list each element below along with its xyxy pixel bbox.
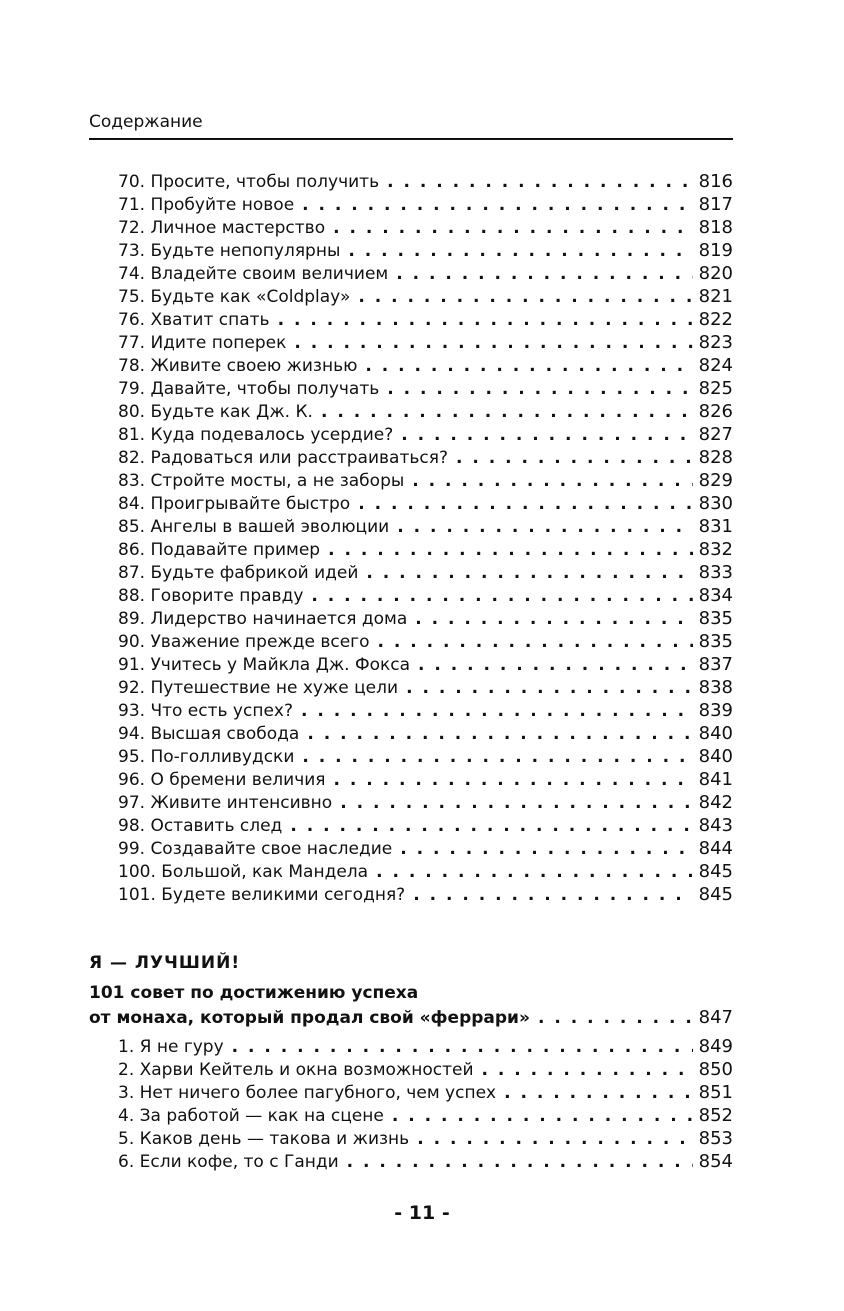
toc-entry-page: 849 [698, 1036, 733, 1057]
toc-entry [118, 538, 733, 561]
dot-leader [378, 631, 693, 653]
toc-entry-page: 838 [698, 677, 733, 698]
toc-entry-page: 827 [698, 424, 733, 445]
toc-entry [118, 630, 733, 653]
toc-entry-page: 835 [698, 631, 733, 652]
toc-entry [118, 1058, 733, 1081]
toc-entry-page: 837 [698, 654, 733, 675]
toc-entry-title: 86. Подавайте пример [118, 540, 321, 560]
dot-leader [301, 700, 693, 722]
toc-entry [118, 1150, 733, 1173]
toc-entry-title: 2. Харви Кейтель и окна возможностей [118, 1060, 474, 1080]
toc-entry [118, 262, 733, 285]
toc-entry-title: 101. Будете великими сегодня? [118, 885, 406, 905]
toc-entry [118, 837, 733, 860]
header-rule [89, 138, 733, 140]
toc-entry-title: 70. Просите, чтобы получить [118, 172, 380, 192]
toc-entry-title: 72. Личное мастерство [118, 218, 326, 238]
toc-entry-page: 840 [698, 746, 733, 767]
toc-entry-title: 97. Живите интенсивно [118, 793, 333, 813]
toc-entry-title: 83. Стройте мосты, а не заборы [118, 471, 405, 491]
dot-leader [413, 884, 692, 906]
dot-leader [307, 723, 692, 745]
running-header: Содержание [89, 112, 203, 132]
toc-entry-page: 853 [698, 1128, 733, 1149]
toc-entry [118, 331, 733, 354]
toc-entry [118, 423, 733, 446]
toc-entry [118, 1035, 733, 1058]
toc-entry-title: 89. Лидерство начинается дома [118, 609, 408, 629]
toc-entry [118, 791, 733, 814]
dot-leader [412, 470, 692, 492]
toc-entry-page: 819 [698, 240, 733, 261]
toc-entry-title: 71. Пробуйте новое [118, 195, 295, 215]
toc-entry-page: 817 [698, 194, 733, 215]
toc-entry [118, 699, 733, 722]
toc-entry [118, 768, 733, 791]
toc-entry [118, 400, 733, 423]
dot-leader [340, 792, 692, 814]
toc-entry-title: 81. Куда подевалось усердие? [118, 425, 394, 445]
toc-entry-page: 852 [698, 1105, 733, 1126]
toc-entry-title: 80. Будьте как Дж. К. [118, 402, 313, 422]
dot-leader [387, 378, 692, 400]
toc-entry [89, 1006, 733, 1029]
toc-entry-title: 5. Каков день — такова и жизнь [118, 1129, 410, 1149]
toc-entry-page: 825 [698, 378, 733, 399]
toc-entry-title: 73. Будьте непопулярны [118, 241, 341, 261]
toc-entry-page: 844 [698, 838, 733, 859]
section-main-entry [89, 1006, 733, 1029]
toc-entry-page: 847 [698, 1007, 733, 1028]
toc-entry-title: 98. Оставить след [118, 816, 283, 836]
dot-leader [387, 171, 693, 193]
section-toc-list [118, 1035, 733, 1173]
toc-entry-page: 850 [698, 1059, 733, 1080]
toc-entry [118, 676, 733, 699]
dot-leader [482, 1059, 693, 1081]
dot-leader [538, 1007, 693, 1029]
dot-leader [347, 1151, 693, 1173]
toc-entry-page: 826 [698, 401, 733, 422]
toc-entry-title: 95. По-голливудски [118, 747, 295, 767]
dot-leader [417, 1128, 692, 1150]
toc-entry [118, 308, 733, 331]
toc-entry-title: 4. За работой — как на сцене [118, 1106, 384, 1126]
dot-leader [232, 1036, 693, 1058]
toc-entry-page: 842 [698, 792, 733, 813]
toc-entry-page: 818 [698, 217, 733, 238]
dot-leader [333, 217, 693, 239]
toc-entry-title: 78. Живите своею жизнью [118, 356, 358, 376]
toc-entry-title: 82. Радоваться или расстраиваться? [118, 448, 448, 468]
page-number: - 11 - [394, 1202, 450, 1224]
toc-entry-page: 845 [698, 861, 733, 882]
toc-entry-title: от монаха, который продал свой «феррари» [89, 1008, 530, 1028]
dot-leader [328, 539, 693, 561]
toc-entry [118, 607, 733, 630]
toc-entry-title: 85. Ангелы в вашей эволюции [118, 517, 390, 537]
toc-entry-page: 831 [698, 516, 733, 537]
toc-entry-page: 816 [698, 171, 733, 192]
toc-entry-page: 824 [698, 355, 733, 376]
section-subtitle: 101 совет по достижению успеха [89, 983, 419, 1003]
toc-entry [118, 170, 733, 193]
dot-leader [302, 194, 692, 216]
toc-entry-title: 87. Будьте фабрикой идей [118, 563, 359, 583]
dot-leader [392, 1105, 693, 1127]
dot-leader [321, 401, 693, 423]
toc-list [118, 170, 733, 906]
dot-leader [366, 562, 692, 584]
toc-entry-page: 820 [698, 263, 733, 284]
toc-entry-title: 74. Владейте своим величием [118, 264, 389, 284]
toc-entry-title: 92. Путешествие не хуже цели [118, 678, 399, 698]
toc-entry-title: 100. Большой, как Мандела [118, 862, 369, 882]
dot-leader [311, 585, 692, 607]
toc-entry-title: 6. Если кофе, то с Ганди [118, 1152, 339, 1172]
dot-leader [456, 447, 693, 469]
toc-entry-page: 821 [698, 286, 733, 307]
toc-entry [118, 1104, 733, 1127]
toc-entry [118, 377, 733, 400]
toc-entry-page: 832 [698, 539, 733, 560]
toc-entry-page: 822 [698, 309, 733, 330]
toc-entry-page: 843 [698, 815, 733, 836]
toc-entry [118, 722, 733, 745]
toc-entry-title: 3. Нет ничего более пагубного, чем успех [118, 1083, 497, 1103]
toc-entry-page: 841 [698, 769, 733, 790]
toc-entry-page: 851 [698, 1082, 733, 1103]
toc-entry-title: 91. Учитесь у Майкла Дж. Фокса [118, 655, 411, 675]
dot-leader [401, 424, 692, 446]
toc-entry [118, 1127, 733, 1150]
toc-entry [118, 860, 733, 883]
toc-entry-page: 834 [698, 585, 733, 606]
section-title: Я — ЛУЧШИЙ! [89, 953, 241, 973]
dot-leader [278, 309, 693, 331]
dot-leader [294, 332, 692, 354]
dot-leader [302, 746, 692, 768]
toc-entry-page: 845 [698, 884, 733, 905]
toc-entry [118, 1081, 733, 1104]
dot-leader [376, 861, 693, 883]
toc-entry-page: 835 [698, 608, 733, 629]
dot-leader [396, 263, 692, 285]
dot-leader [504, 1082, 693, 1104]
toc-entry [118, 653, 733, 676]
toc-entry [118, 814, 733, 837]
toc-entry-page: 854 [698, 1151, 733, 1172]
dot-leader [348, 240, 692, 262]
toc-entry [118, 446, 733, 469]
toc-entry-title: 75. Будьте как «Coldplay» [118, 287, 351, 307]
toc-entry [118, 883, 733, 906]
dot-leader [415, 608, 692, 630]
dot-leader [290, 815, 692, 837]
toc-entry-title: 84. Проигрывайте быстро [118, 494, 351, 514]
toc-entry-title: 76. Хватит спать [118, 310, 270, 330]
toc-entry-page: 829 [698, 470, 733, 491]
toc-entry-page: 840 [698, 723, 733, 744]
dot-leader [365, 355, 692, 377]
dot-leader [406, 677, 693, 699]
toc-entry-title: 96. О бремени величия [118, 770, 326, 790]
toc-entry-title: 88. Говорите правду [118, 586, 304, 606]
dot-leader [400, 838, 692, 860]
toc-entry-title: 94. Высшая свобода [118, 724, 300, 744]
toc-entry-title: 77. Идите поперек [118, 333, 287, 353]
toc-entry-title: 79. Давайте, чтобы получать [118, 379, 380, 399]
toc-entry [118, 239, 733, 262]
toc-entry [118, 216, 733, 239]
toc-entry-title: 90. Уважение прежде всего [118, 632, 370, 652]
toc-entry [118, 515, 733, 538]
toc-entry [118, 469, 733, 492]
toc-entry [118, 561, 733, 584]
toc-entry [118, 193, 733, 216]
dot-leader [418, 654, 693, 676]
dot-leader [334, 769, 693, 791]
toc-entry [118, 285, 733, 308]
toc-entry-page: 839 [698, 700, 733, 721]
toc-entry-page: 830 [698, 493, 733, 514]
toc-entry-title: 99. Создавайте свое наследие [118, 839, 393, 859]
dot-leader [397, 516, 692, 538]
toc-entry-title: 1. Я не гуру [118, 1037, 224, 1057]
toc-entry-page: 823 [698, 332, 733, 353]
dot-leader [358, 493, 692, 515]
toc-entry [118, 584, 733, 607]
toc-entry [118, 492, 733, 515]
toc-entry-page: 833 [698, 562, 733, 583]
toc-entry [118, 354, 733, 377]
toc-entry-page: 828 [698, 447, 733, 468]
dot-leader [358, 286, 692, 308]
toc-entry-title: 93. Что есть успех? [118, 701, 293, 721]
toc-entry [118, 745, 733, 768]
